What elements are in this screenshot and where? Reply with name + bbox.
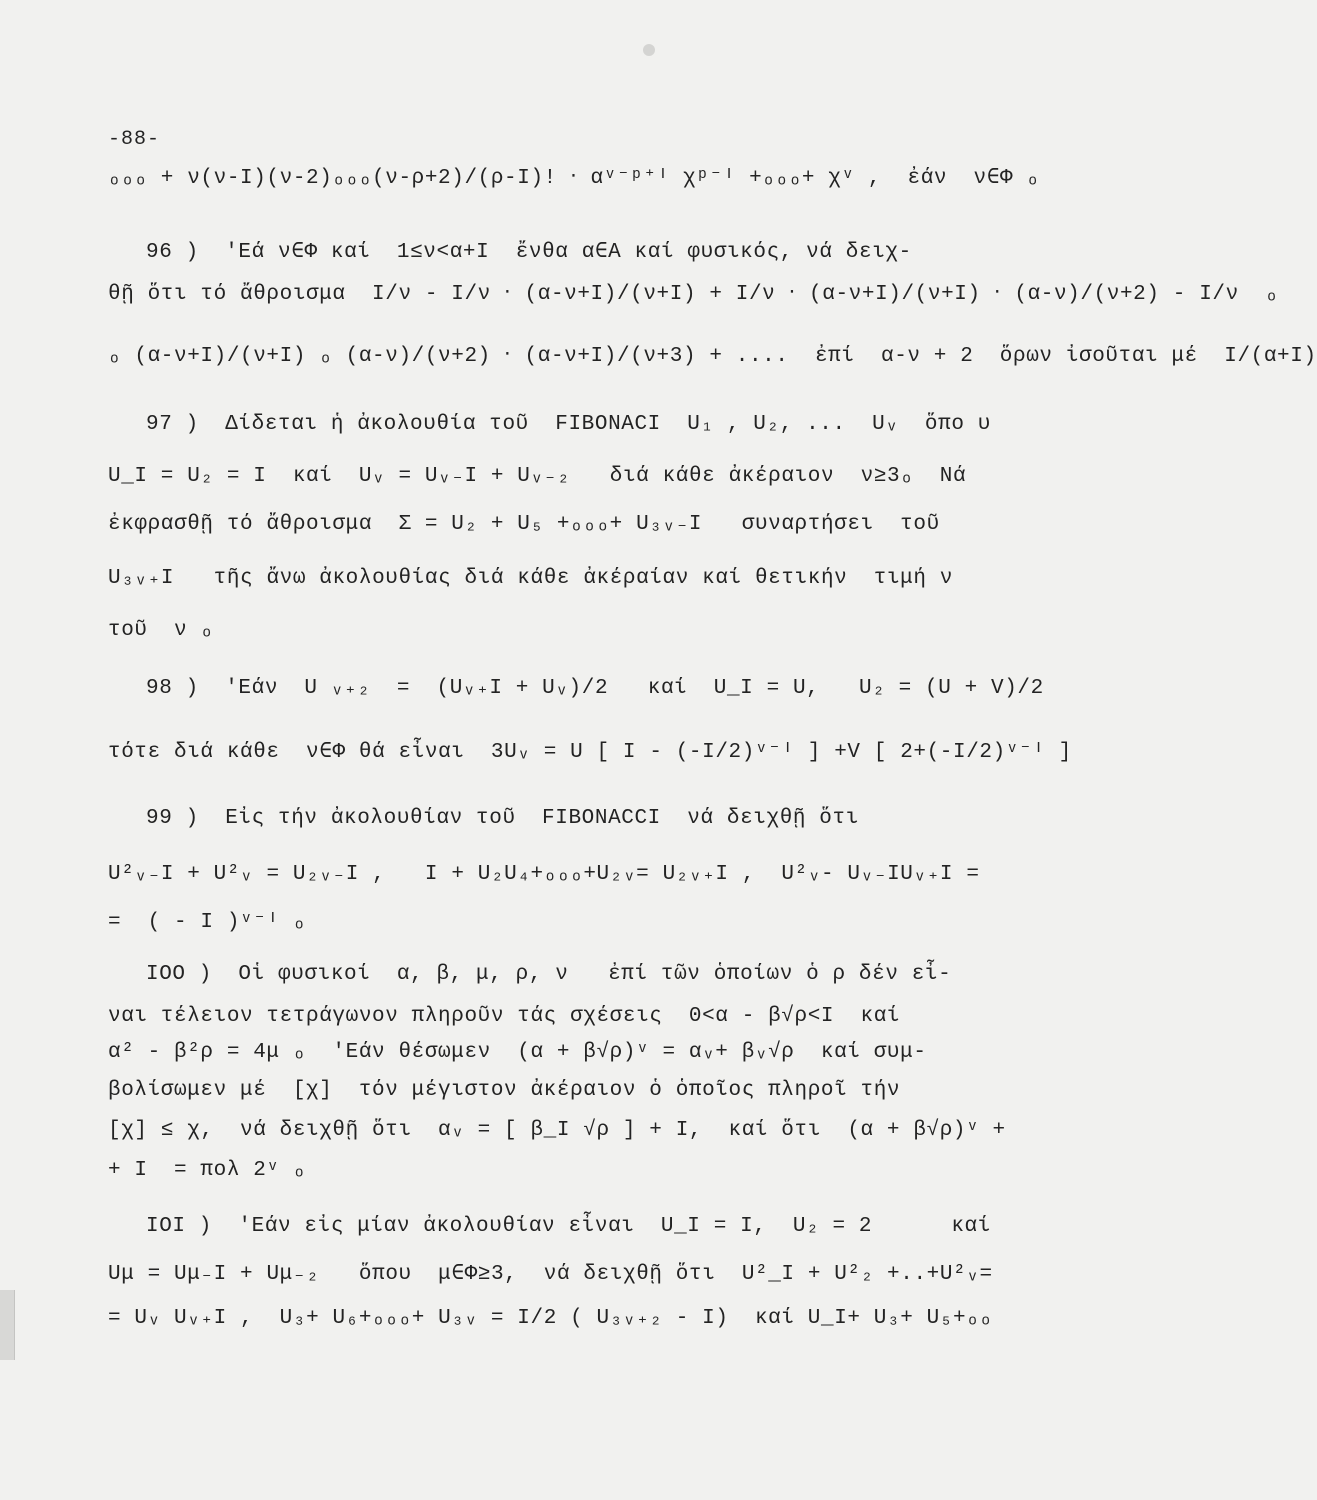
- binding-tab: [0, 1290, 15, 1360]
- text-line: θῇ ὅτι τό ἄθροισμα I/ν - I/ν ‧ (α-ν+I)/(ν+I) + I/ν ‧ (α-ν+I)/(ν+I) ‧ (α-ν)/(ν+2) - I/ν ₒ: [108, 283, 1279, 306]
- text-line: + I = πολ 2ᵛ ₒ: [108, 1159, 307, 1182]
- problem-96-line: 96 ) 'Εά ν∈Φ καί 1≤ν<α+I ἔνθα α∈Α καί φυσικός, νά δειχ-: [146, 241, 912, 264]
- text-line: Uμ = Uμ₋I + Uμ₋₂ ὅπου μ∈Φ≥3, νά δειχθῇ ὅτι U²_I + U²₂ +..+U²ᵥ=: [108, 1263, 993, 1286]
- text-line: = Uᵥ Uᵥ₊I , U₃+ U₆+ₒₒₒ+ U₃ᵥ = I/2 ( U₃ᵥ₊₂ - I) καί U_I+ U₃+ U₅+ₒₒ: [108, 1307, 993, 1330]
- page-number: -88-: [108, 128, 161, 151]
- text-line: βολίσωμεν μέ [χ] τόν μέγιστον ἀκέραιον ὁ ὁποῖος πληροῖ τήν: [108, 1079, 901, 1102]
- problem-100-line: IOO ) Οἱ φυσικοί α, β, μ, ρ, ν ἐπί τῶν ὁποίων ὁ ρ δέν εἶ-: [146, 963, 952, 986]
- paper-spot: [643, 44, 655, 56]
- problem-101-line: IOI ) 'Εάν εἰς μίαν ἀκολουθίαν εἶναι U_I = I, U₂ = 2 καί: [146, 1215, 991, 1238]
- text-line: U₃ᵥ₊I τῆς ἄνω ἀκολουθίας διά κάθε ἀκέραίαν καί θετικήν τιμή ν: [108, 567, 953, 590]
- problem-97-line: 97 ) Δίδεται ἡ ἀκολουθία τοῦ FIBONACI U₁ , U₂, ... Uᵥ ὅπο υ: [146, 413, 991, 436]
- text-line: ₒₒₒ + ν(ν-I)(ν-2)ₒₒₒ(ν-ρ+2)/(ρ-I)! ‧ αᵛ⁻ᵖ⁺ᴵ χᵖ⁻ᴵ +ₒₒₒ+ χᵛ , ἐάν ν∈Φ ₒ: [108, 167, 1040, 190]
- text-line: ναι τέλειον τετράγωνον πληροῦν τάς σχέσεις 0<α - β√ρ<I καί: [108, 1005, 901, 1028]
- text-line: ₒ (α-ν+I)/(ν+I) ₒ (α-ν)/(ν+2) ‧ (α-ν+I)/(ν+3) + .... ἐπί α-ν + 2 ὅρων ἰσοῦται μέ I/(α+I): [108, 345, 1317, 368]
- text-line: [χ] ≤ χ, νά δειχθῇ ὅτι αᵥ = [ β_I √ρ ] + I, καί ὅτι (α + β√ρ)ᵛ +: [108, 1119, 1006, 1142]
- text-line: τότε διά κάθε ν∈Φ θά εἶναι 3Uᵥ = U [ I - (-I/2)ᵛ⁻ᴵ ] +V [ 2+(-I/2)ᵛ⁻ᴵ ]: [108, 741, 1072, 764]
- text-line: U_I = U₂ = I καί Uᵥ = Uᵥ₋I + Uᵥ₋₂ διά κάθε ἀκέραιον ν≥3ₒ Νά: [108, 465, 967, 488]
- problem-98-line: 98 ) 'Εάν U ᵥ₊₂ = (Uᵥ₊I + Uᵥ)/2 καί U_I = U, U₂ = (U + V)/2: [146, 677, 1044, 700]
- text-line: = ( - I )ᵛ⁻ᴵ ₒ: [108, 911, 307, 934]
- text-line: U²ᵥ₋I + U²ᵥ = U₂ᵥ₋I , I + U₂U₄+ₒₒₒ+U₂ᵥ= U₂ᵥ₊I , U²ᵥ- Uᵥ₋IUᵥ₊I =: [108, 863, 980, 886]
- text-line: τοῦ ν ₒ: [108, 619, 214, 642]
- text-line: α² - β²ρ = 4μ ₒ 'Εάν θέσωμεν (α + β√ρ)ᵛ = αᵥ+ βᵥ√ρ καί συμ-: [108, 1041, 927, 1064]
- text-line: ἐκφρασθῇ τό ἄθροισμα Σ = U₂ + U₅ +ₒₒₒ+ U₃ᵥ₋I συναρτήσει τοῦ: [108, 513, 940, 536]
- problem-99-line: 99 ) Εἰς τήν ἀκολουθίαν τοῦ FIBONACCI νά δειχθῇ ὅτι: [146, 807, 859, 830]
